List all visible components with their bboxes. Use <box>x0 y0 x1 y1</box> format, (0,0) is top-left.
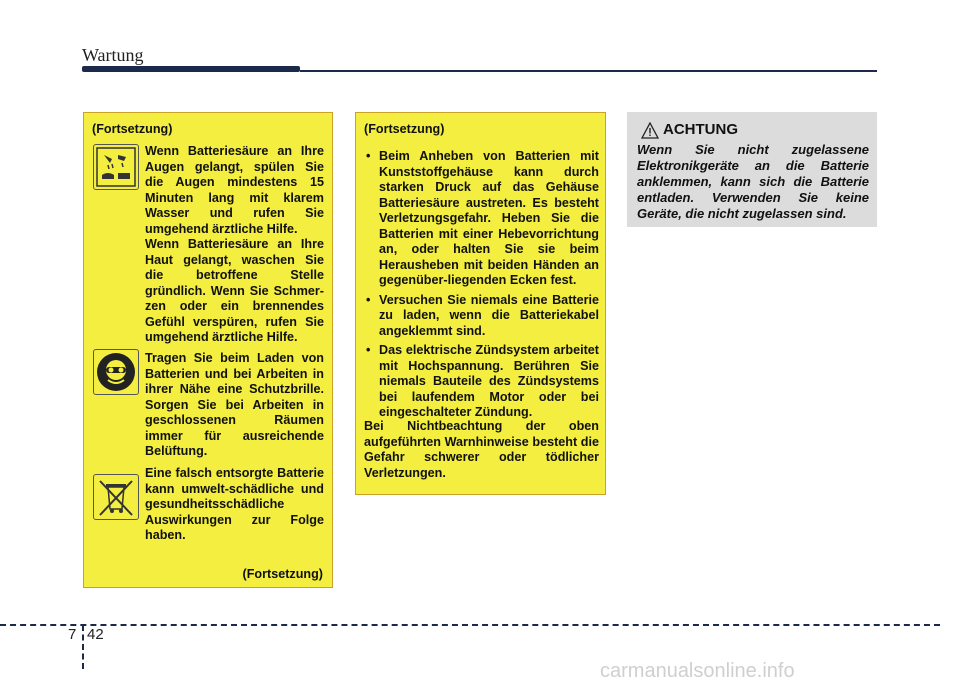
page-title: Wartung <box>82 45 144 65</box>
footer-rule <box>0 624 940 626</box>
continuation-label-top: (Fortsetzung) <box>92 122 173 136</box>
caution-bullet-list <box>364 149 599 425</box>
list-item: • Beim Anheben von Batterien mit Kunststoffgehäuse kann durch starken Druck auf das Gehäuse Batteriesäure austreten. Es besteht Verletzungsgefahr. Heben Sie die Batterien mit einer Hebevorrichtung an, oder halten Sie sie beim Herausheben mit beiden Händen an gegenüber-liegenden Ecken fest. <box>364 149 599 289</box>
eyes-instruction: Wenn Batteriesäure an Ihre Augen gelangt, spülen Sie die Augen mindestens 15 Minuten lang mit klarem Wasser und rufen Sie umgehend ärztliche Hilfe. <box>145 144 324 236</box>
warning-triangle-icon <box>641 122 659 139</box>
continuation-label-bottom: (Fortsetzung) <box>242 567 323 581</box>
goggles-instruction: Tragen Sie beim Laden von Batterien und bei Arbeiten in ihrer Nähe eine Schutzbrille. Sorgen Sie bei Arbeiten in geschlossenen Räumen immer für ausreichende Belüftung. <box>145 351 324 458</box>
footer-divider <box>82 625 84 669</box>
list-item: • Das elektrische Zündsystem arbeitet mit Hochspannung. Berühren Sie niemals Bauteile des Zündsystems bei laufendem Motor oder bei eingeschalteter Zündung. <box>364 343 599 421</box>
closing-warning: Bei Nichtbeachtung der oben aufgeführten Warnhinweise besteht die Gefahr schwerer oder tödlicher Verletzungen. <box>364 419 599 480</box>
page-number: 42 <box>87 626 104 643</box>
skin-instruction: Wenn Batteriesäure an Ihre Haut gelangt, waschen Sie die betroffene Stelle gründlich. Wenn Sie Schmer-zen oder ein brennendes Gefühl verspüren, rufen Sie umgehend ärztliche Hilfe. <box>145 237 324 344</box>
header-rule-thick <box>82 66 300 72</box>
caution-box-left <box>83 112 333 588</box>
goggles-icon <box>93 349 139 395</box>
achtung-box <box>627 112 877 227</box>
achtung-title: ACHTUNG <box>663 121 738 138</box>
chapter-number: 7 <box>68 626 77 643</box>
header-rule-thin <box>300 70 877 72</box>
disposal-instruction: Eine falsch entsorgte Batterie kann umwelt-schädliche und gesundheitsschädliche Auswirkungen zur Folge haben. <box>145 466 324 542</box>
crossed-bin-icon <box>93 474 139 520</box>
achtung-text: Wenn Sie nicht zugelassene Elektronikgeräte an die Batterie anklemmen, kann sich die Batterie entladen. Verwenden Sie keine Geräte, die nicht zugelassen sind. <box>637 142 869 221</box>
watermark: carmanualsonline.info <box>600 660 795 682</box>
continuation-label-top: (Fortsetzung) <box>364 122 445 136</box>
list-item: • Versuchen Sie niemals eine Batterie zu laden, wenn die Batteriekabel angeklemmt sind. <box>364 293 599 340</box>
caution-box-middle <box>355 112 606 495</box>
corrosive-icon <box>93 144 139 190</box>
